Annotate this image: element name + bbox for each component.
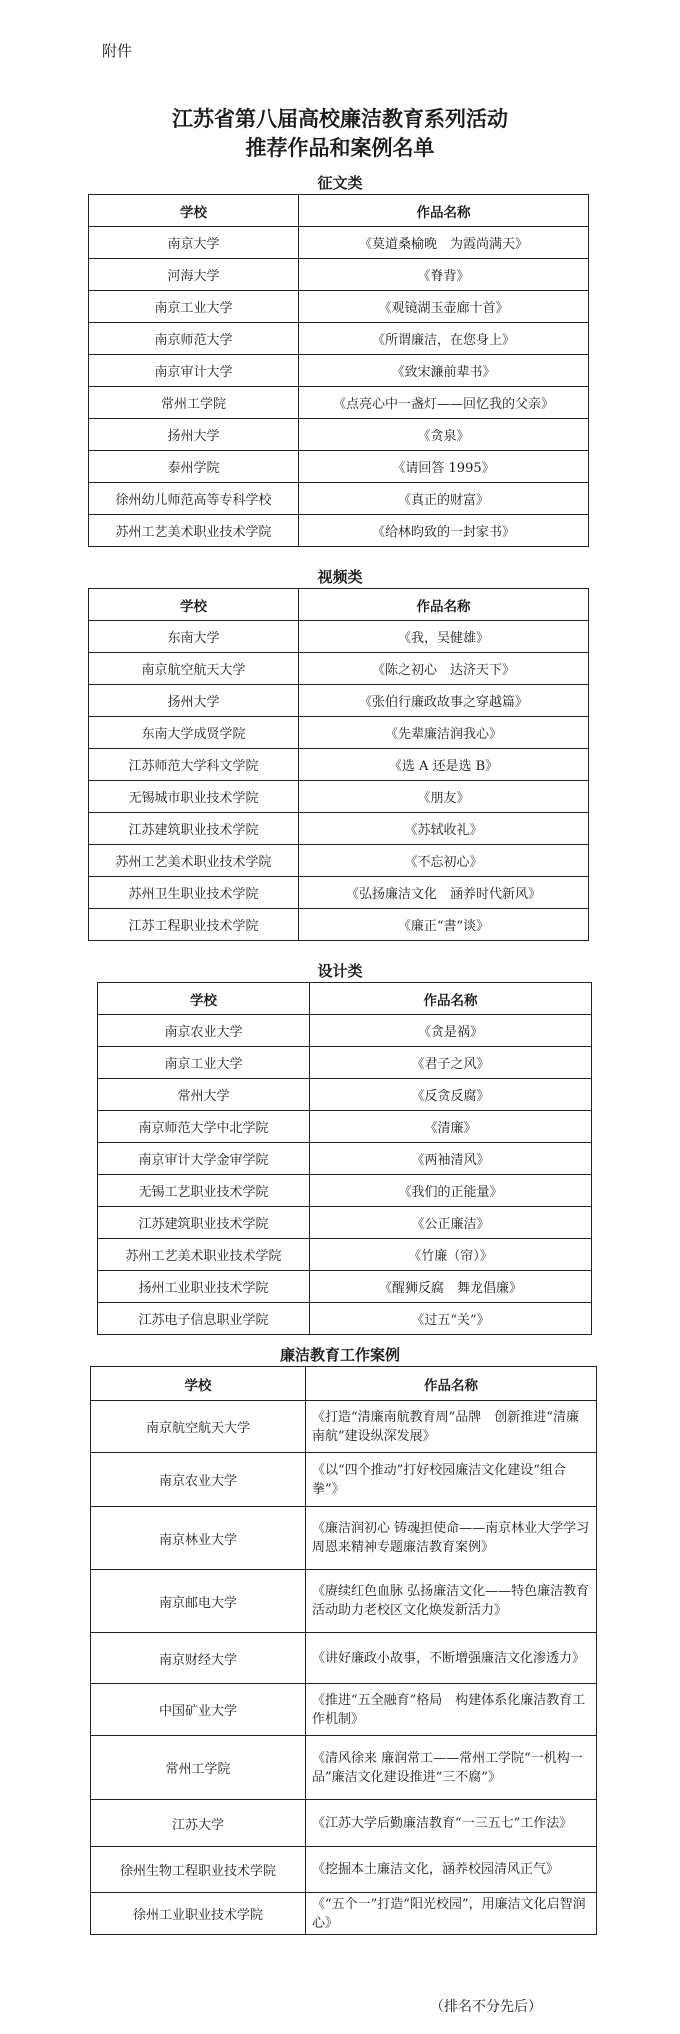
- table-row: [98, 1111, 592, 1143]
- school-cell: 南京航空航天大学: [89, 653, 299, 685]
- essay-table: [88, 194, 589, 547]
- case-table: [90, 1366, 597, 1935]
- work-title-cell: 《我，吴健雄》: [299, 621, 589, 653]
- school-cell: 南京航空航天大学: [91, 1401, 306, 1453]
- work-title-cell: 《苏轼收礼》: [299, 813, 589, 845]
- work-title-cell: 《清风徐来 廉润常工——常州工学院“一机构一品”廉洁文化建设推进“三不腐”》: [306, 1736, 597, 1800]
- table-row: [98, 1303, 592, 1335]
- table-header-row: [98, 983, 592, 1015]
- school-cell: 南京大学: [89, 227, 299, 259]
- work-title-cell: 《清廉》: [310, 1111, 592, 1143]
- table-row: [89, 717, 589, 749]
- table-row: [98, 1207, 592, 1239]
- school-cell: 江苏建筑职业技术学院: [98, 1207, 310, 1239]
- table-row: [89, 259, 589, 291]
- school-cell: 南京农业大学: [98, 1015, 310, 1047]
- table-row: [91, 1453, 597, 1507]
- school-cell: 南京师范大学: [89, 323, 299, 355]
- work-title-cell: 《我们的正能量》: [310, 1175, 592, 1207]
- table-row: [89, 653, 589, 685]
- video-table: [88, 588, 589, 941]
- work-title-cell: 《陈之初心 达济天下》: [299, 653, 589, 685]
- table-header-row: [89, 589, 589, 621]
- work-title-cell: 《请回答 1995》: [299, 451, 589, 483]
- table-row: [91, 1893, 597, 1935]
- column-header-work: 作品名称: [306, 1367, 597, 1401]
- work-title-cell: 《打造“清廉南航教育周”品牌 创新推进“清廉南航”建设纵深发展》: [306, 1401, 597, 1453]
- table-row: [89, 909, 589, 941]
- school-cell: 中国矿业大学: [91, 1684, 306, 1736]
- school-cell: 南京林业大学: [91, 1507, 306, 1570]
- table-row: [89, 877, 589, 909]
- school-cell: 无锡城市职业技术学院: [89, 781, 299, 813]
- design-table: [97, 982, 592, 1335]
- work-title-cell: 《挖掘本土廉洁文化，涵养校园清风正气》: [306, 1847, 597, 1893]
- table-header-row: [91, 1367, 597, 1401]
- work-title-cell: 《朋友》: [299, 781, 589, 813]
- work-title-cell: 《贪泉》: [299, 419, 589, 451]
- document-title-line2: 推荐作品和案例名单: [245, 135, 435, 160]
- table-row: [98, 1015, 592, 1047]
- table-row: [98, 1143, 592, 1175]
- work-title-cell: 《点亮心中一盏灯——回忆我的父亲》: [299, 387, 589, 419]
- school-cell: 南京审计大学金审学院: [98, 1143, 310, 1175]
- table-row: [91, 1684, 597, 1736]
- table-row: [91, 1800, 597, 1847]
- section-caption-essay: 征文类: [317, 174, 363, 192]
- table-row: [89, 515, 589, 547]
- table-row: [91, 1401, 597, 1453]
- table-row: [89, 685, 589, 717]
- school-cell: 东南大学成贤学院: [89, 717, 299, 749]
- section-caption-case: 廉洁教育工作案例: [279, 1346, 400, 1364]
- school-cell: 东南大学: [89, 621, 299, 653]
- ranking-note: （排名不分先后）: [430, 1999, 542, 2015]
- school-cell: 河海大学: [89, 259, 299, 291]
- work-title-cell: 《赓续红色血脉 弘扬廉洁文化——特色廉洁教育活动助力老校区文化焕发新活力》: [306, 1570, 597, 1633]
- work-title-cell: 《竹廉（帘）》: [310, 1239, 592, 1271]
- table-row: [89, 419, 589, 451]
- work-title-cell: 《先辈廉洁润我心》: [299, 717, 589, 749]
- table-row: [89, 845, 589, 877]
- table-row: [98, 1175, 592, 1207]
- work-title-cell: 《推进“五全融育”格局 构建体系化廉洁教育工作机制》: [306, 1684, 597, 1736]
- table-row: [98, 1271, 592, 1303]
- work-title-cell: 《以“四个推动”打好校园廉洁文化建设“组合拳”》: [306, 1453, 597, 1507]
- work-title-cell: 《醒狮反腐 舞龙倡廉》: [310, 1271, 592, 1303]
- school-cell: 江苏师范大学科文学院: [89, 749, 299, 781]
- school-cell: 扬州工业职业技术学院: [98, 1271, 310, 1303]
- work-title-cell: 《过五“关”》: [310, 1303, 592, 1335]
- work-title-cell: 《君子之风》: [310, 1047, 592, 1079]
- school-cell: 常州工学院: [91, 1736, 306, 1800]
- work-title-cell: 《莫道桑榆晚 为霞尚满天》: [299, 227, 589, 259]
- work-title-cell: 《张伯行廉政故事之穿越篇》: [299, 685, 589, 717]
- table-row: [89, 227, 589, 259]
- column-header-school: 学校: [91, 1367, 306, 1401]
- column-header-work: 作品名称: [310, 983, 592, 1015]
- section-caption-video: 视频类: [317, 568, 363, 586]
- table-row: [91, 1847, 597, 1893]
- work-title-cell: 《讲好廉政小故事，不断增强廉洁文化渗透力》: [306, 1633, 597, 1684]
- table-row: [89, 781, 589, 813]
- school-cell: 苏州工艺美术职业技术学院: [89, 515, 299, 547]
- work-title-cell: 《观镜湖玉壶廊十首》: [299, 291, 589, 323]
- table-row: [89, 621, 589, 653]
- work-title-cell: 《公正廉洁》: [310, 1207, 592, 1239]
- column-header-school: 学校: [89, 195, 299, 227]
- work-title-cell: 《不忘初心》: [299, 845, 589, 877]
- table-row: [89, 387, 589, 419]
- document-title-line1: 江苏省第八届高校廉洁教育系列活动: [172, 106, 508, 131]
- table-row: [89, 749, 589, 781]
- column-header-school: 学校: [89, 589, 299, 621]
- school-cell: 苏州工艺美术职业技术学院: [98, 1239, 310, 1271]
- school-cell: 常州工学院: [89, 387, 299, 419]
- table-row: [98, 1239, 592, 1271]
- table-row: [98, 1079, 592, 1111]
- school-cell: 南京邮电大学: [91, 1570, 306, 1633]
- work-title-cell: 《反贪反腐》: [310, 1079, 592, 1111]
- table-row: [89, 355, 589, 387]
- school-cell: 南京农业大学: [91, 1453, 306, 1507]
- school-cell: 江苏工程职业技术学院: [89, 909, 299, 941]
- table-row: [91, 1736, 597, 1800]
- table-row: [89, 291, 589, 323]
- school-cell: 扬州大学: [89, 419, 299, 451]
- school-cell: 徐州生物工程职业技术学院: [91, 1847, 306, 1893]
- work-title-cell: 《两袖清风》: [310, 1143, 592, 1175]
- school-cell: 南京财经大学: [91, 1633, 306, 1684]
- school-cell: 常州大学: [98, 1079, 310, 1111]
- table-row: [89, 483, 589, 515]
- school-cell: 泰州学院: [89, 451, 299, 483]
- column-header-school: 学校: [98, 983, 310, 1015]
- table-row: [89, 323, 589, 355]
- school-cell: 徐州工业职业技术学院: [91, 1893, 306, 1935]
- table-row: [89, 451, 589, 483]
- work-title-cell: 《脊背》: [299, 259, 589, 291]
- school-cell: 江苏建筑职业技术学院: [89, 813, 299, 845]
- school-cell: 扬州大学: [89, 685, 299, 717]
- school-cell: 苏州工艺美术职业技术学院: [89, 845, 299, 877]
- school-cell: 江苏电子信息职业学院: [98, 1303, 310, 1335]
- work-title-cell: 《江苏大学后勤廉洁教育“一三五七”工作法》: [306, 1800, 597, 1847]
- table-row: [89, 813, 589, 845]
- column-header-work: 作品名称: [299, 589, 589, 621]
- school-cell: 南京审计大学: [89, 355, 299, 387]
- work-title-cell: 《致宋濂前辈书》: [299, 355, 589, 387]
- table-row: [91, 1507, 597, 1570]
- school-cell: 南京工业大学: [89, 291, 299, 323]
- school-cell: 南京师范大学中北学院: [98, 1111, 310, 1143]
- work-title-cell: 《廉正“書”谈》: [299, 909, 589, 941]
- work-title-cell: 《弘扬廉洁文化 涵养时代新风》: [299, 877, 589, 909]
- school-cell: 江苏大学: [91, 1800, 306, 1847]
- table-row: [91, 1570, 597, 1633]
- work-title-cell: 《选 A 还是选 B》: [299, 749, 589, 781]
- work-title-cell: 《廉洁润初心 铸魂担使命——南京林业大学学习周恩来精神专题廉洁教育案例》: [306, 1507, 597, 1570]
- table-header-row: [89, 195, 589, 227]
- column-header-work: 作品名称: [299, 195, 589, 227]
- work-title-cell: 《给林昀致的一封家书》: [299, 515, 589, 547]
- work-title-cell: 《贪是祸》: [310, 1015, 592, 1047]
- attachment-label: 附件: [102, 42, 133, 60]
- school-cell: 无锡工艺职业技术学院: [98, 1175, 310, 1207]
- work-title-cell: 《真正的财富》: [299, 483, 589, 515]
- work-title-cell: 《“五个一”打造“阳光校园”，用廉洁文化启智润心》: [306, 1893, 597, 1935]
- school-cell: 苏州卫生职业技术学院: [89, 877, 299, 909]
- section-caption-design: 设计类: [317, 962, 363, 980]
- work-title-cell: 《所谓廉洁，在您身上》: [299, 323, 589, 355]
- school-cell: 南京工业大学: [98, 1047, 310, 1079]
- table-row: [91, 1633, 597, 1684]
- table-row: [98, 1047, 592, 1079]
- school-cell: 徐州幼儿师范高等专科学校: [89, 483, 299, 515]
